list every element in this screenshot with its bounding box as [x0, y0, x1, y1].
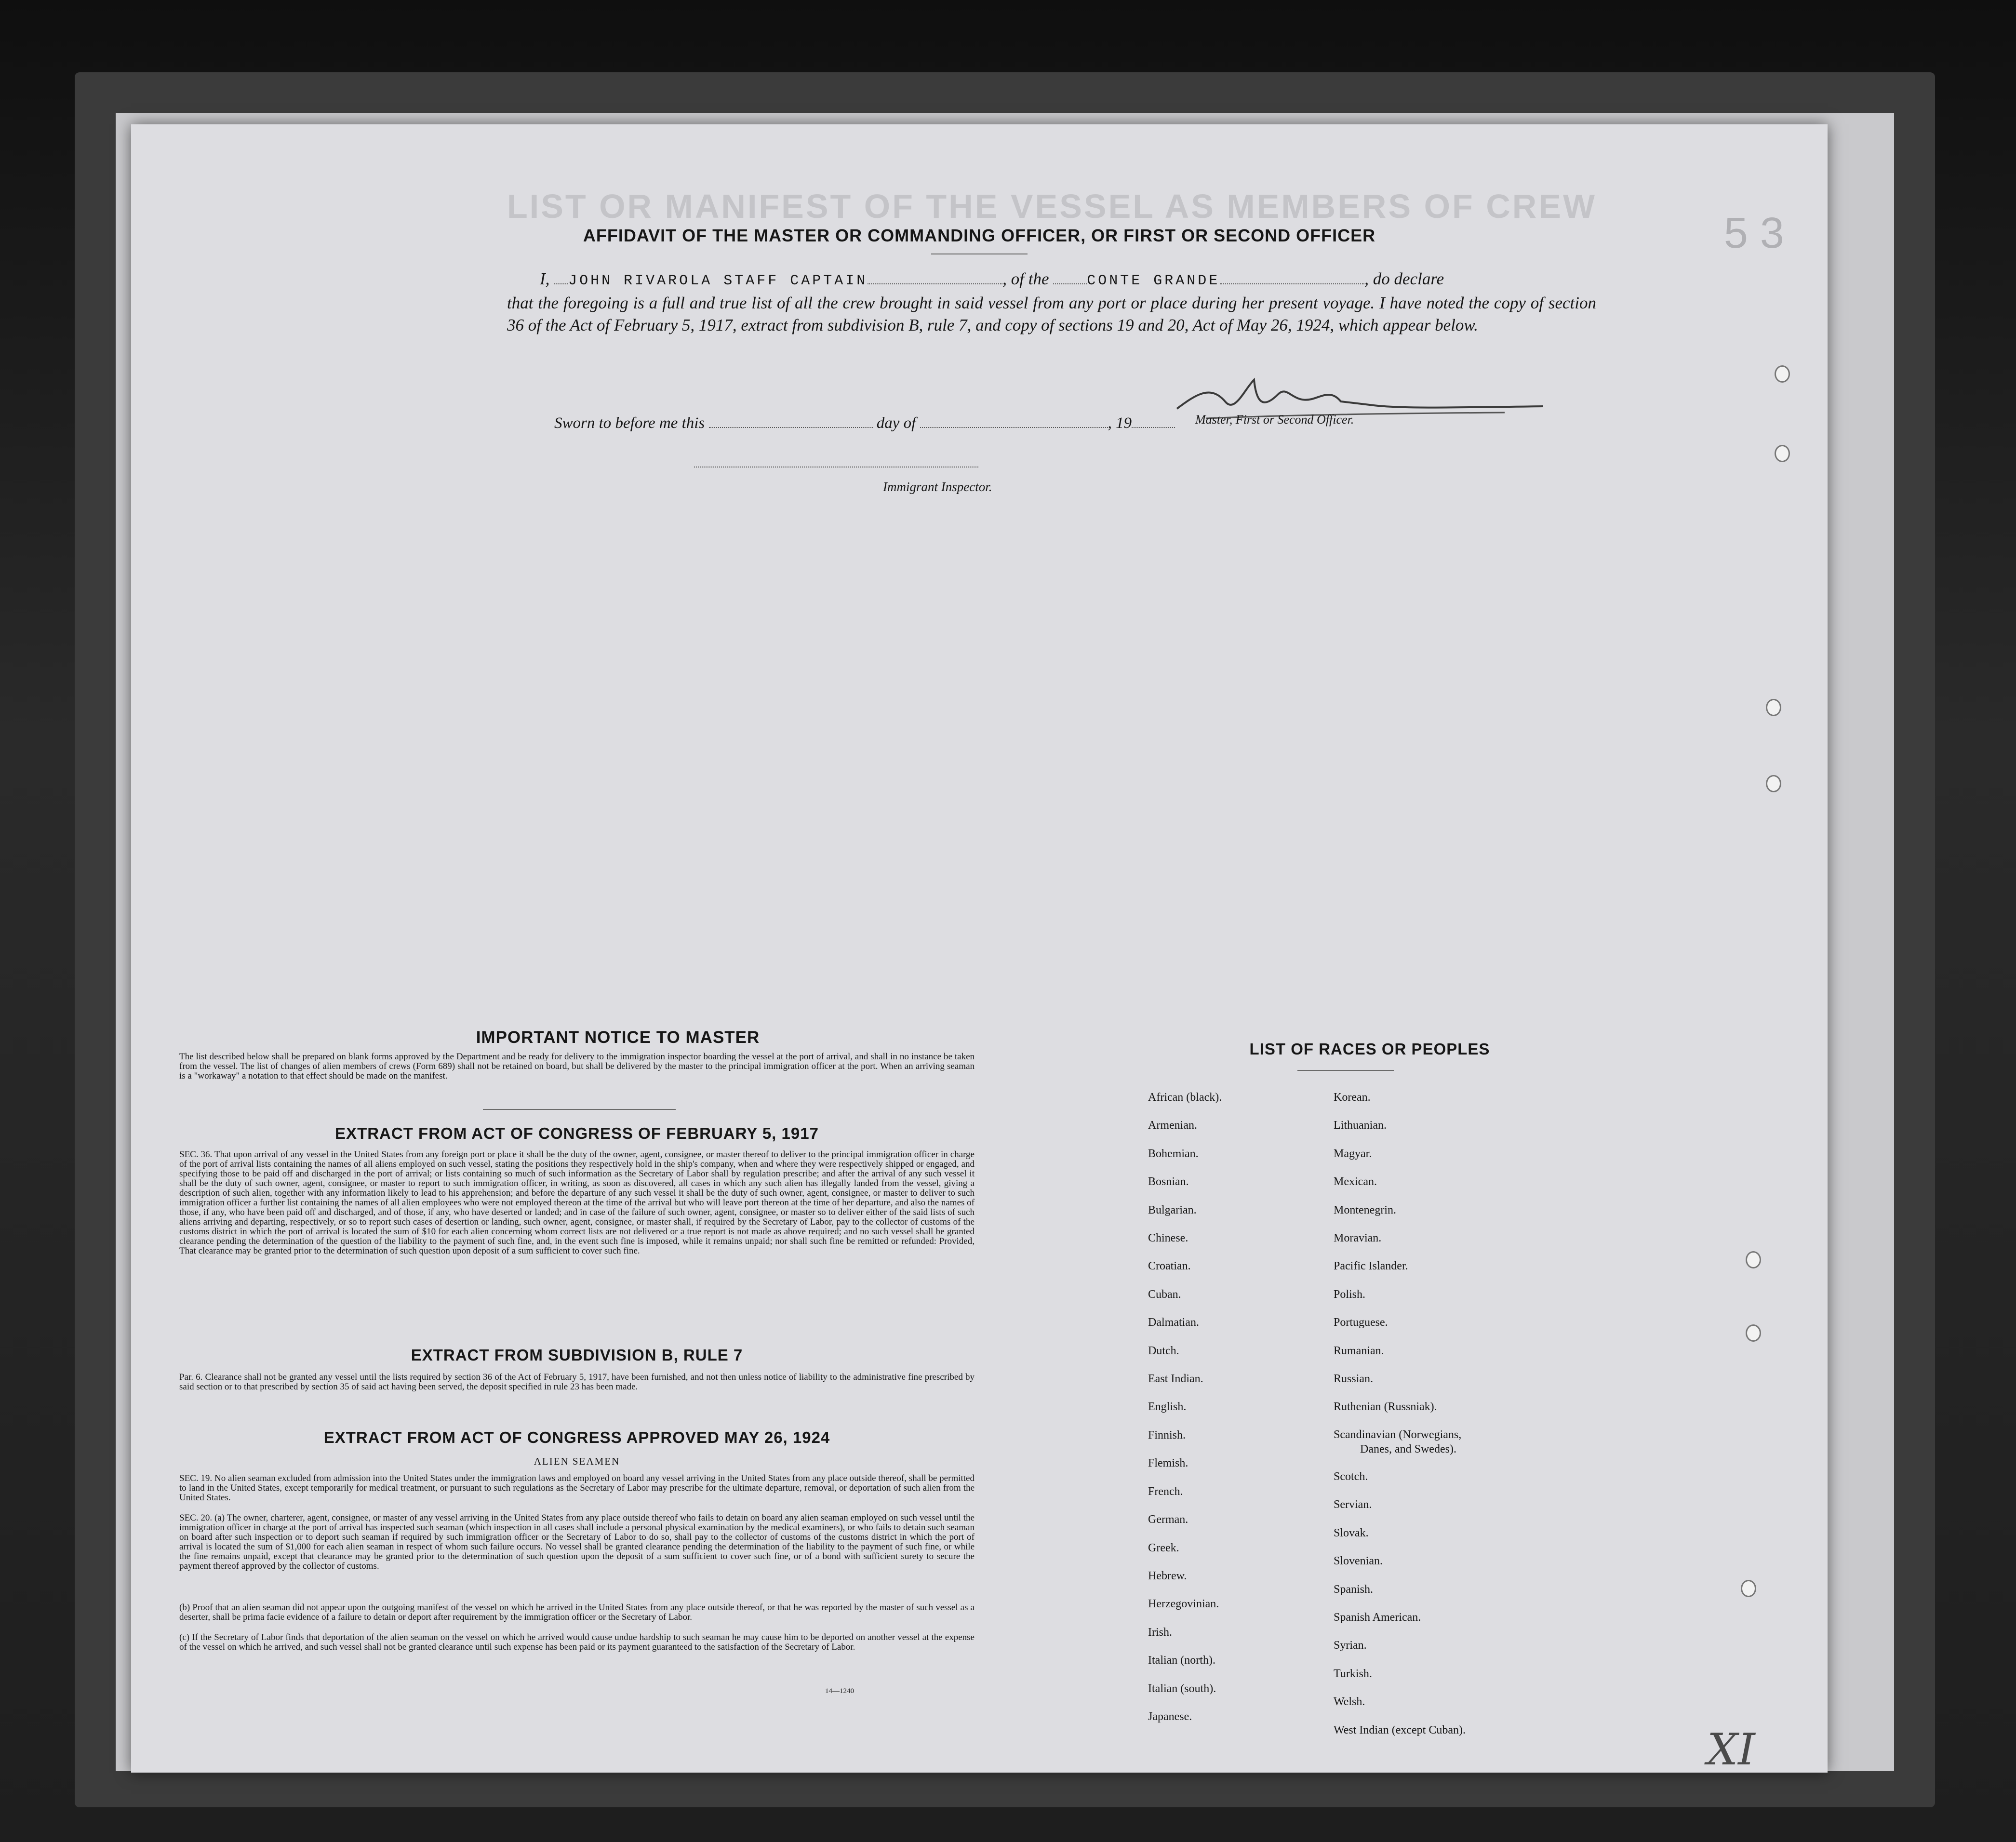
inspector-label: Immigrant Inspector. — [883, 480, 992, 494]
extract-1917-title: EXTRACT FROM ACT OF CONGRESS OF FEBRUARY 5, 1917 — [335, 1124, 819, 1142]
extract-1924-sec20a: SEC. 20. (a) The owner, charterer, agent, consignee, or master of any vessel arriving in the United States from any place outside thereof who fails to detain on board any alien seaman employed on such vessel until the immigration officer in charge at the port of arrival has inspected such seaman (which inspection in all cases shall include a personal physical examination by the medical examiners), or who fails to detain such seaman on board after such inspection or to deport such seaman if required by such immigration officer or the Secretary of Labor to do so, shall pay to the collector of customs of the customs district in which the port of arrival is located the sum of $1,000 for each alien seaman in respect of whom such failure occurs. No vessel shall be granted clearance pending the determination of the liability to the payment of such fine, or while the fine remains unpaid, except that clearance may be granted prior to the determination of such question upon the deposit of a sum sufficient to cover such fine, or of a bond with sufficient surety to secure the payment thereof approved by the collector of customs. — [179, 1513, 975, 1571]
race-item: German. — [1148, 1513, 1188, 1526]
form-number: 14—1240 — [825, 1687, 854, 1695]
race-item: Slovak. — [1334, 1526, 1369, 1539]
race-item: Danes, and Swedes). — [1360, 1442, 1456, 1455]
binder-hole — [1746, 1324, 1761, 1342]
do-declare-text: , do declare — [1364, 269, 1444, 288]
affidavit-title: AFFIDAVIT OF THE MASTER OR COMMANDING OFFICER, OR FIRST OR SECOND OFFICER — [583, 226, 1376, 245]
race-item: Dutch. — [1148, 1344, 1179, 1357]
notice-rule — [483, 1109, 676, 1110]
race-item: Croatian. — [1148, 1260, 1191, 1273]
race-item: Turkish. — [1334, 1667, 1372, 1680]
race-item: West Indian (except Cuban). — [1334, 1723, 1466, 1736]
race-item: African (black). — [1148, 1091, 1222, 1104]
binder-hole — [1746, 1251, 1761, 1268]
handwritten-corner-mark: XI — [1707, 1724, 1755, 1773]
binder-hole — [1766, 699, 1781, 716]
race-item: Spanish. — [1334, 1583, 1374, 1596]
race-item: Flemish. — [1148, 1457, 1188, 1470]
binder-hole — [1741, 1580, 1756, 1597]
of-the-text: , of the — [1002, 269, 1049, 288]
race-item: Dalmatian. — [1148, 1316, 1199, 1329]
bleed-through-heading: LIST OR MANIFEST OF THE VESSEL AS MEMBERS OF CREW — [507, 187, 1597, 225]
race-item: Japanese. — [1148, 1710, 1192, 1723]
race-item: Bulgarian. — [1148, 1203, 1197, 1216]
extract-1924-sec19: SEC. 19. No alien seaman excluded from admission into the United States under the immigration laws and employed on board any vessel arriving in the United States from any place outside thereof, shall be permitted to land in the United States, except temporarily for medical treatment, or pursuant to such regulations as the Secretary of Labor may prescribe for the ultimate departure, removal, or deportation of such alien from the United States. — [179, 1473, 975, 1503]
race-item: Spanish American. — [1334, 1611, 1421, 1624]
rule7-title: EXTRACT FROM SUBDIVISION B, RULE 7 — [411, 1346, 743, 1364]
master-name: JOHN RIVAROLA STAFF CAPTAIN — [568, 273, 868, 289]
day-of-text: day of — [876, 414, 916, 432]
race-item: Moravian. — [1334, 1232, 1382, 1245]
binder-hole — [1775, 365, 1790, 383]
year-text: , 19 — [1108, 414, 1132, 432]
extract-1924-sec20b: (b) Proof that an alien seaman did not appear upon the outgoing manifest of the vessel on which he arrived in the United States from any place outside thereof, or that he was reported by the master of such vessel as a deserter, shall be prima facie evidence of a failure to detain or deport after requirement by the immigration officer or the Secretary of Labor. — [179, 1602, 975, 1622]
race-item: Pacific Islander. — [1334, 1260, 1408, 1273]
inspector-signature-line — [694, 466, 978, 467]
master-label: Master, First or Second Officer. — [1195, 413, 1354, 427]
race-item: Chinese. — [1148, 1232, 1188, 1245]
extract-1924-sec20c: (c) If the Secretary of Labor finds that deportation of the alien seaman on the vessel on which he arrived would cause undue hardship to such seaman he may cause him to be deported on another vessel at the expense of the vessel on which he arrived, and such vessel shall not be granted clearance until such expense has been paid or its payment guaranteed to the satisfaction of the Secretary of Labor. — [179, 1632, 975, 1652]
affidavit-body: that the foregoing is a full and true list of all the crew brought in said vessel from any port or place during her present voyage. I have noted the copy of section 36 of the Act of February 5, 1917, extract from subdivision B, rule 7, and copy of sections 19 and 20, Act of May 26, 1924, which appear below. — [507, 294, 1596, 334]
races-left-column — [1148, 1083, 1222, 1731]
race-item: Rumanian. — [1334, 1344, 1384, 1357]
race-item: Montenegrin. — [1334, 1203, 1396, 1216]
race-item: Italian (north). — [1148, 1654, 1215, 1667]
race-item: Italian (south). — [1148, 1682, 1216, 1695]
race-item: Korean. — [1334, 1091, 1371, 1104]
race-item: Hebrew. — [1148, 1569, 1187, 1582]
affidavit-declaration-line — [540, 269, 1576, 289]
notice-title: IMPORTANT NOTICE TO MASTER — [476, 1028, 760, 1047]
race-item: Slovenian. — [1334, 1555, 1383, 1568]
races-right-column — [1334, 1083, 1466, 1744]
race-item: Russian. — [1334, 1373, 1374, 1386]
race-item: Herzegovinian. — [1148, 1598, 1219, 1611]
race-item: Polish. — [1334, 1288, 1366, 1301]
race-item: Scandinavian (Norwegians, — [1334, 1428, 1462, 1441]
race-item: Portuguese. — [1334, 1316, 1388, 1329]
binder-hole — [1766, 775, 1781, 792]
race-item: Scotch. — [1334, 1470, 1368, 1483]
race-item: Irish. — [1148, 1626, 1172, 1639]
race-item: Welsh. — [1334, 1695, 1365, 1709]
extract-1924-title: EXTRACT FROM ACT OF CONGRESS APPROVED MAY 26, 1924 — [323, 1428, 830, 1446]
race-item: Bosnian. — [1148, 1175, 1189, 1188]
race-item: Bohemian. — [1148, 1147, 1199, 1160]
affidavit-i: I, — [540, 269, 550, 288]
race-item: Armenian. — [1148, 1119, 1197, 1132]
race-item: Cuban. — [1148, 1288, 1181, 1301]
race-item: Finnish. — [1148, 1428, 1186, 1442]
race-item: East Indian. — [1148, 1373, 1203, 1386]
bleed-through-page-marks: 5 3 — [1723, 209, 1784, 257]
binder-hole — [1775, 445, 1790, 462]
race-item: English. — [1148, 1401, 1187, 1414]
race-item: Mexican. — [1334, 1175, 1377, 1188]
races-rule — [1297, 1070, 1394, 1071]
races-title: LIST OF RACES OR PEOPLES — [1249, 1040, 1490, 1058]
rule7-text: Par. 6. Clearance shall not be granted any vessel until the lists required by section 36 of the Act of February 5, 1917, have been furnished, and not then unless notice of liability to the administrative fine prescribed by said section or to that prescribed by section 35 of said act having been served, the deposit specified in rule 23 has been made. — [179, 1372, 975, 1392]
race-item: Greek. — [1148, 1541, 1179, 1554]
sworn-text: Sworn to before me this — [554, 414, 705, 432]
race-item: French. — [1148, 1485, 1183, 1498]
race-item: Lithuanian. — [1334, 1119, 1387, 1132]
sworn-line — [554, 413, 1175, 432]
race-item: Syrian. — [1334, 1639, 1367, 1652]
race-item: Ruthenian (Russniak). — [1334, 1401, 1437, 1414]
extract-1917-text: SEC. 36. That upon arrival of any vessel in the United States from any foreign port or place it shall be the duty of the owner, agent, consignee, or master thereof to deliver to the principal immigration officer in charge of the port of arrival lists containing the names of all aliens employed on such vessel, stating the positions they respectively hold in the ship's company, when and where they were respectively shipped or engaged, and specifying those to be paid off and discharged in the port of arrival; or lists containing so much of such information as the Secretary of Labor shall by regulation prescribe; and after the arrival of any such vessel it shall be the duty of such owner, agent, consignee, or master to report to such immigration officer, in writing, as soon as discovered, all cases in which any such alien has illegally landed from the vessel, giving a description of such alien, together with any information likely to lead to his apprehension; and before the departure of any such vessel it shall be the duty of such owner, agent, consignee, or master to deliver to such immigration officer a further list containing the names of all alien employees who were not employed thereon at the time of the arrival but who will leave port thereon at the time of her departure, and also the names of those, if any, who have been paid off and discharged, and of those, if any, who have deserted or landed; and in case of the failure of such owner, agent, consignee, or master so to deliver either of the said lists of such aliens arriving and departing, respectively, or so to report such cases of desertion or landing, such owner, agent, consignee, or master shall, if required by the Secretary of Labor, pay to the collector of customs of the customs district in which the port of arrival is located the sum of $10 for each alien concerning whom correct lists are not delivered or a true report is not made as above required; and no such vessel shall be granted clearance pending the determination of the question of the liability to the payment of such fine, and, in the event such fine is imposed, while it remains unpaid; nor shall such fine be remitted or refunded: Provided, That clearance may be granted prior to the determination of such question upon deposit of a sum sufficient to cover such fine. — [179, 1149, 975, 1256]
notice-text: The list described below shall be prepared on blank forms approved by the Department and be ready for delivery to the immigration inspector boarding the vessel at the port of arrival, and shall in no instance be taken from the vessel. The list of changes of alien members of crews (Form 689) shall not be retained on board, but shall be delivered by the master to the principal immigration officer at the port. When an arriving seaman is a "workaway" a notation to that effect should be made on the manifest. — [179, 1052, 975, 1081]
document-page — [131, 124, 1828, 1773]
vessel-name: CONTE GRANDE — [1087, 273, 1220, 289]
alien-seamen-subhead: ALIEN SEAMEN — [534, 1455, 620, 1467]
race-item: Servian. — [1334, 1498, 1372, 1511]
race-item: Magyar. — [1334, 1147, 1372, 1160]
